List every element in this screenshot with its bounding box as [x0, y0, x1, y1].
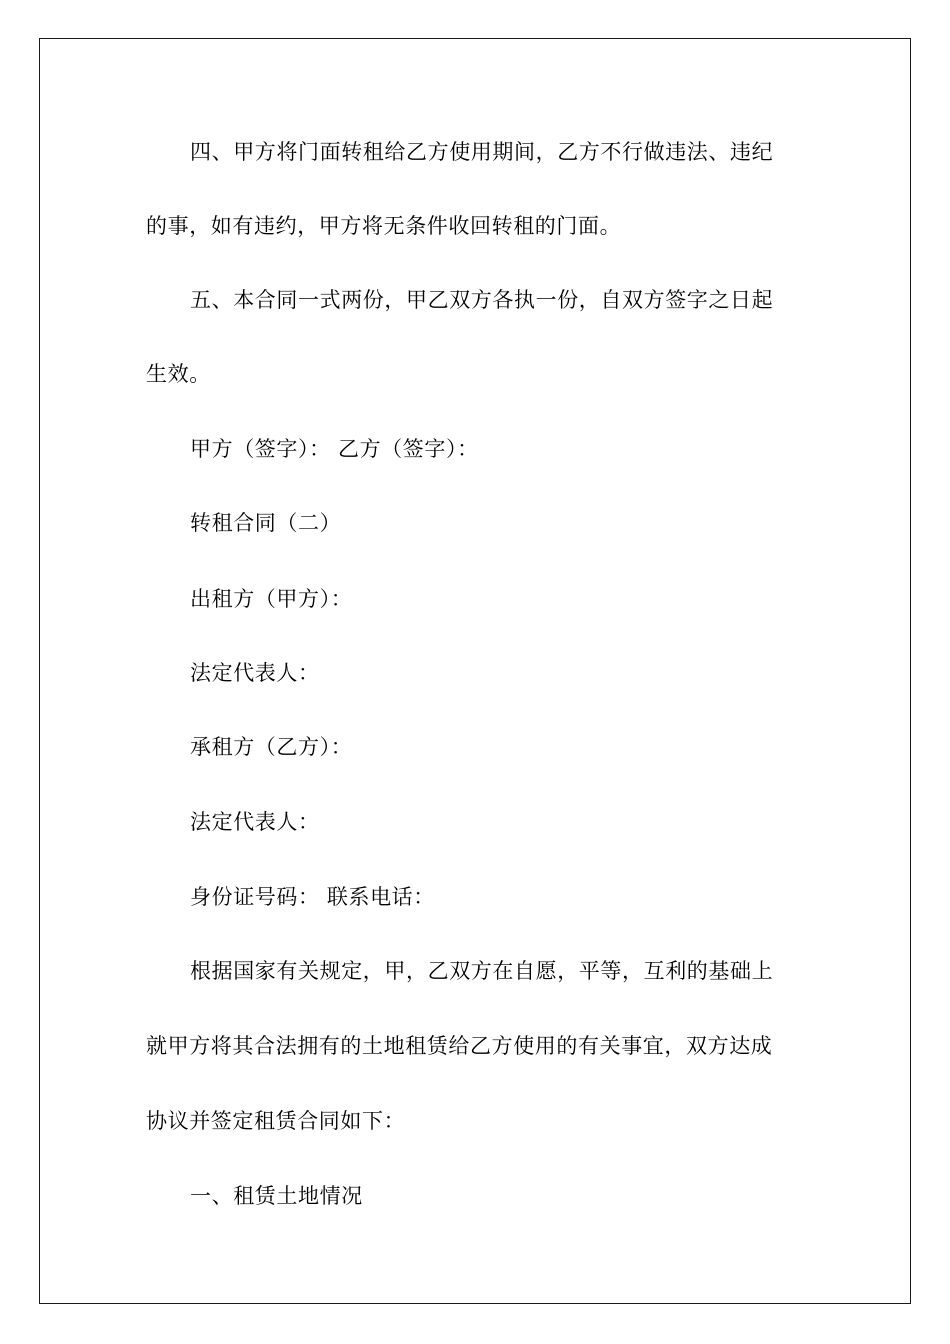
- preamble-line-2: 就甲方将其合法拥有的土地租赁给乙方使用的有关事宜，双方达成: [146, 1034, 773, 1058]
- lessor-representative-field: 法定代表人：: [190, 661, 320, 685]
- id-contact-field: 身份证号码： 联系电话：: [190, 885, 435, 909]
- lessee-representative-field: 法定代表人：: [190, 810, 320, 834]
- clause-four-line-1: 四、甲方将门面转租给乙方使用期间，乙方不行做违法、违纪: [190, 140, 774, 164]
- section-heading-one: 一、租赁土地情况: [190, 1184, 363, 1208]
- lessee-field: 承租方（乙方）：: [190, 735, 353, 759]
- clause-five-line-1: 五、本合同一式两份，甲乙双方各执一份，自双方签字之日起: [190, 288, 774, 312]
- section-title: 转租合同（二）: [190, 511, 342, 535]
- signature-line: 甲方（签字）： 乙方（签字）：: [190, 437, 479, 461]
- clause-four-line-2: 的事，如有违约，甲方将无条件收回转租的门面。: [146, 214, 622, 238]
- preamble-line-1: 根据国家有关规定，甲，乙双方在自愿，平等，互利的基础上: [190, 959, 774, 983]
- preamble-line-3: 协议并签定租赁合同如下：: [146, 1109, 406, 1133]
- clause-five-line-2: 生效。: [146, 362, 211, 386]
- lessor-field: 出租方（甲方）：: [190, 587, 353, 611]
